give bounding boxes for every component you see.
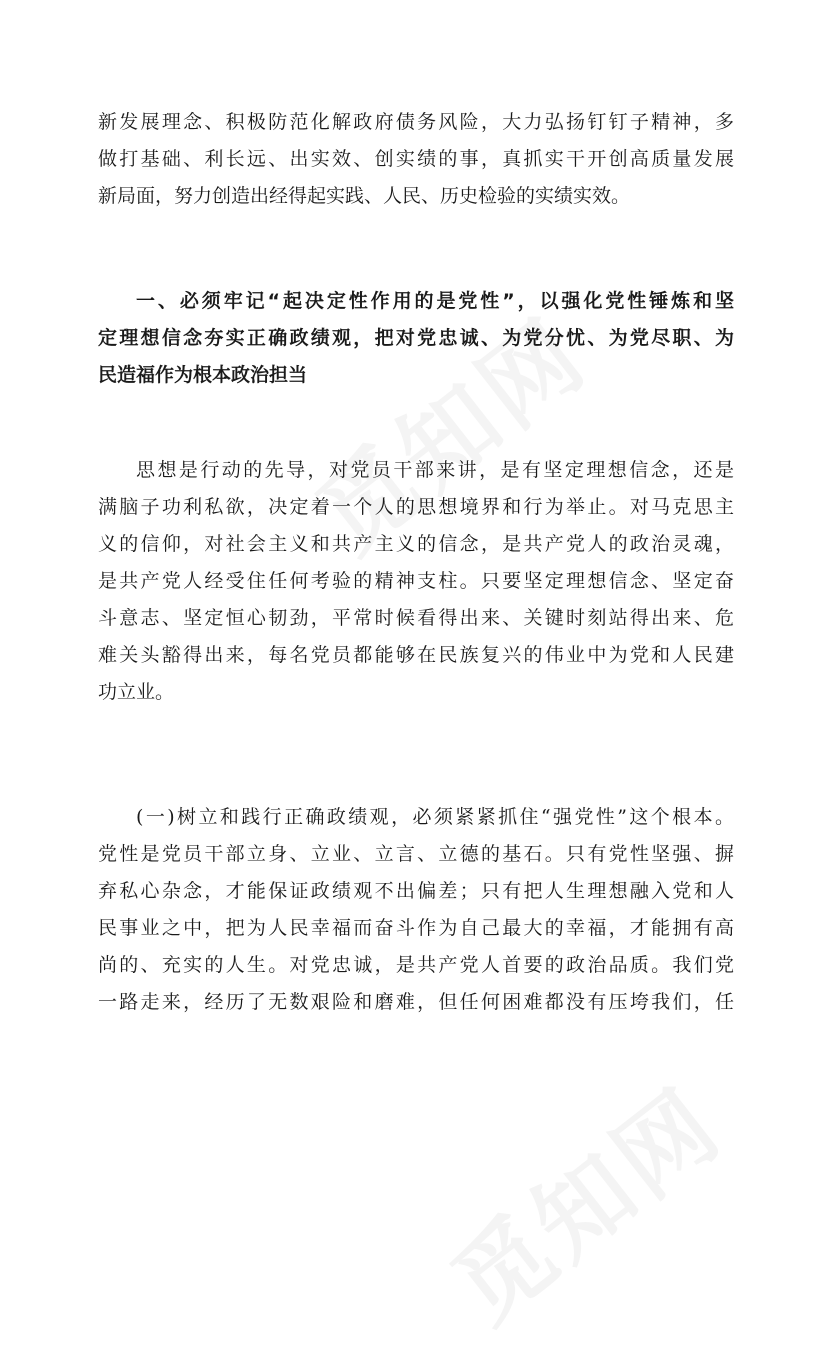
- body-paragraph: [98, 452, 734, 711]
- body-paragraph: [98, 799, 734, 1021]
- text-line: 新发展理念、积极防范化解政府债务风险，大力弘扬钉钉子精神，多: [98, 111, 734, 133]
- text-line: 满脑子功利私欲，决定着一个人的思想境界和行为举止。对马克思主: [98, 496, 734, 518]
- text-line: 民事业之中，把为人民幸福而奋斗作为自己最大的幸福，才能拥有高: [98, 917, 734, 939]
- text-line: 新局面，努力创造出经得起实践、人民、历史检验的实绩实效。: [98, 185, 631, 207]
- text-line: 弃私心杂念，才能保证政绩观不出偏差；只有把人生理想融入党和人: [98, 880, 734, 902]
- text-line: 功立业。: [98, 681, 175, 703]
- text-line: 党性是党员干部立身、立业、立言、立德的基石。只有党性坚强、摒: [98, 843, 734, 865]
- text-line: 难关头豁得出来，每名党员都能够在民族复兴的伟业中为党和人民建: [98, 644, 734, 666]
- text-line: (一)树立和践行正确政绩观，必须紧紧抓住“强党性”这个根本。: [136, 806, 734, 828]
- section-heading: [98, 283, 734, 394]
- text-line: 思想是行动的先导，对党员干部来讲，是有坚定理想信念，还是: [136, 459, 734, 481]
- intro-paragraph: [98, 104, 734, 215]
- text-line: 尚的、充实的人生。对党忠诚，是共产党人首要的政治品质。我们党: [98, 954, 734, 976]
- text-line: 斗意志、坚定恒心韧劲，平常时候看得出来、关键时刻站得出来、危: [98, 607, 734, 629]
- text-line: 一路走来，经历了无数艰险和磨难，但任何困难都没有压垮我们，任: [98, 991, 734, 1013]
- text-line: 做打基础、利长远、出实效、创实绩的事，真抓实干开创高质量发展: [98, 148, 734, 170]
- text-line: 义的信仰，对社会主义和共产主义的信念，是共产党人的政治灵魂，: [98, 533, 734, 555]
- watermark: [420, 1052, 745, 1348]
- text-line: 是共产党人经受住任何考验的精神支柱。只要坚定理想信念、坚定奋: [98, 570, 734, 592]
- heading-line: 一、必须牢记“起决定性作用的是党性”，以强化党性锤炼和坚: [136, 290, 734, 312]
- heading-line: 定理想信念夯实正确政绩观，把对党忠诚、为党分忧、为党尽职、为: [98, 327, 734, 349]
- heading-line: 民造福作为根本政治担当: [98, 364, 308, 386]
